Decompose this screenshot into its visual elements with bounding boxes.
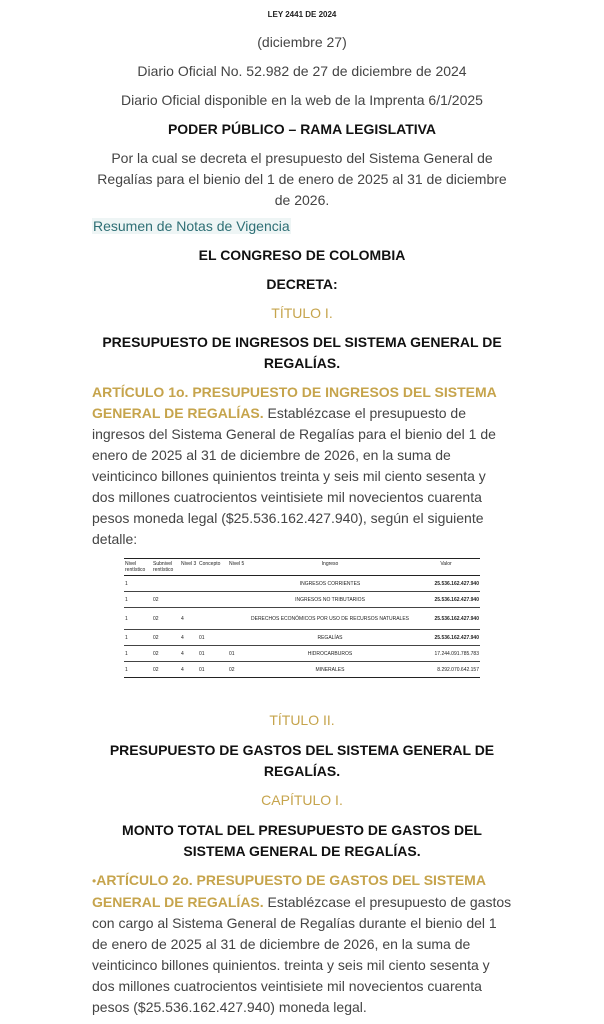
articulo-2-text: con cargo al Sistema General de Regalías durante el bienio del 1	[92, 915, 497, 931]
articulo-1-title: ARTÍCULO 1o. PRESUPUESTO DE INGRESOS DEL SISTEMA	[92, 384, 497, 400]
titulo-2-heading: REGALÍAS.	[263, 763, 341, 779]
titulo-2-label: TÍTULO II.	[269, 712, 335, 728]
congress-title: EL CONGRESO DE COLOMBIA	[198, 247, 406, 263]
articulo-2-text: de enero de 2025 al 31 de diciembre de 2026, en la suma de	[92, 936, 471, 952]
table-header: Concepto	[198, 559, 228, 576]
bullet-icon: •	[92, 874, 97, 888]
articulo-2	[92, 870, 512, 1018]
articulo-1-text: veinticinco billones quinientos treinta y seis mil ciento sesenta y	[92, 468, 486, 484]
table-header-row	[124, 559, 480, 576]
titulo-1-heading: REGALÍAS.	[263, 355, 341, 371]
table-cell: INGRESOS CORRIENTES	[248, 576, 412, 592]
summary-line: Regalías para el bienio del 1 de enero de 2025 al 31 de diciembre	[97, 171, 507, 187]
articulo-1-text: enero de 2025 al 31 de diciembre de 2026, en la suma de	[92, 447, 451, 463]
table-cell: 01	[228, 646, 248, 662]
table-cell	[180, 592, 198, 608]
capitulo-1-heading: MONTO TOTAL DEL PRESUPUESTO DE GASTOS DEL	[122, 822, 482, 838]
table-cell: 4	[180, 646, 198, 662]
table-cell: 02	[152, 630, 180, 646]
table-cell: 1	[124, 592, 152, 608]
table-row	[124, 630, 480, 646]
table-cell	[152, 576, 180, 592]
table-cell	[198, 592, 228, 608]
table-row	[124, 576, 480, 592]
table-cell: 25.536.162.427.940	[412, 630, 480, 646]
articulo-1-text: dos millones cuatrocientos veintisiete mil novecientos cuarenta	[92, 489, 482, 505]
table-cell: 02	[152, 662, 180, 678]
articulo-2-text: veinticinco billones quinientos. treinta y seis mil ciento sesenta y	[92, 957, 490, 973]
table-cell	[228, 608, 248, 630]
table-header: Subnivel rentístico	[152, 559, 180, 576]
table-cell: 1	[124, 576, 152, 592]
table-cell: HIDROCARBUROS	[248, 646, 412, 662]
table-header: Nivel rentístico	[124, 559, 152, 576]
table-cell: 25.536.162.427.940	[412, 576, 480, 592]
ingresos-table	[124, 558, 480, 700]
table-cell	[198, 576, 228, 592]
diario-web: Diario Oficial disponible en la web de la Imprenta 6/1/2025	[121, 92, 483, 108]
articulo-1	[92, 382, 512, 550]
articulo-2-text: Establézcase el presupuesto de gastos	[263, 894, 512, 910]
table-cell: 02	[152, 646, 180, 662]
table-row	[124, 662, 480, 678]
titulo-1-heading: PRESUPUESTO DE INGRESOS DEL SISTEMA GENERAL DE	[102, 334, 502, 350]
table-cell: 25.536.162.427.940	[412, 608, 480, 630]
table-cell: 01	[198, 630, 228, 646]
table-cell: 01	[198, 662, 228, 678]
table-cell: REGALÍAS	[248, 630, 412, 646]
table-cell: INGRESOS NO TRIBUTARIOS	[248, 592, 412, 608]
table-cell: 1	[124, 646, 152, 662]
articulo-2-title: ARTÍCULO 2o. PRESUPUESTO DE GASTOS DEL SISTEMA	[96, 872, 486, 888]
table-cell: MINERALES	[248, 662, 412, 678]
table-cell: 02	[152, 592, 180, 608]
table-cell: 1	[124, 662, 152, 678]
table-cell: 02	[228, 662, 248, 678]
titulo-2-heading: PRESUPUESTO DE GASTOS DEL SISTEMA GENERAL DE	[109, 742, 495, 758]
table-header: Nivel 5	[228, 559, 248, 576]
articulo-1-text: pesos moneda legal ($25.536.162.427.940), según el siguiente	[92, 510, 484, 526]
articulo-1-text: detalle:	[92, 531, 138, 547]
table-cell: 4	[180, 630, 198, 646]
capitulo-1-heading: SISTEMA GENERAL DE REGALÍAS.	[183, 843, 421, 859]
capitulo-1-label: CAPÍTULO I.	[261, 792, 343, 808]
table-cell: 8.292.070.642.157	[412, 662, 480, 678]
law-id: LEY 2441 DE 2024	[267, 10, 337, 19]
table-cell: 02	[152, 608, 180, 630]
table-cell: 17.244.091.785.783	[412, 646, 480, 662]
notas-vigencia-link[interactable]: Resumen de Notas de Vigencia	[93, 218, 290, 234]
table-header: Ingreso	[248, 559, 412, 576]
table-cell: 4	[180, 662, 198, 678]
table-row	[124, 646, 480, 662]
table-cell: 4	[180, 608, 198, 630]
articulo-1-text: ingresos del Sistema General de Regalías para el bienio del 1 de	[92, 426, 496, 442]
articulo-1-text: Establézcase el presupuesto de	[263, 405, 467, 421]
articulo-2-text: pesos ($25.536.162.427.940) moneda legal.	[92, 999, 367, 1015]
table-cell: 25.536.162.427.940	[412, 592, 480, 608]
law-date: (diciembre 27)	[257, 34, 347, 50]
table-cell: 1	[124, 630, 152, 646]
branch-title: PODER PÚBLICO – RAMA LEGISLATIVA	[167, 121, 437, 137]
titulo-1-label: TÍTULO I.	[271, 305, 333, 321]
table-cell	[198, 608, 228, 630]
articulo-2-title: GENERAL DE REGALÍAS.	[92, 894, 264, 910]
table-row	[124, 608, 480, 630]
table-cell	[228, 630, 248, 646]
table-cell	[180, 576, 198, 592]
table-cell: 1	[124, 608, 152, 630]
articulo-2-text: dos millones cuatrocientos veintisiete mil novecientos cuarenta	[92, 978, 482, 994]
table-cell: 01	[198, 646, 228, 662]
decreta-title: DECRETA:	[266, 276, 338, 292]
diario-oficial: Diario Oficial No. 52.982 de 27 de diciembre de 2024	[137, 63, 467, 79]
articulo-1-title: GENERAL DE REGALÍAS.	[92, 405, 264, 421]
table-cell: DERECHOS ECONÓMICOS POR USO DE RECURSOS NATURALES	[248, 608, 412, 630]
table-header: Nivel 3	[180, 559, 198, 576]
table-row	[124, 592, 480, 608]
summary-line: de 2026.	[274, 192, 330, 208]
table-cell	[228, 576, 248, 592]
table-cell	[228, 592, 248, 608]
table-header: Valor	[412, 559, 480, 576]
summary-line: Por la cual se decreta el presupuesto del Sistema General de	[111, 150, 493, 166]
